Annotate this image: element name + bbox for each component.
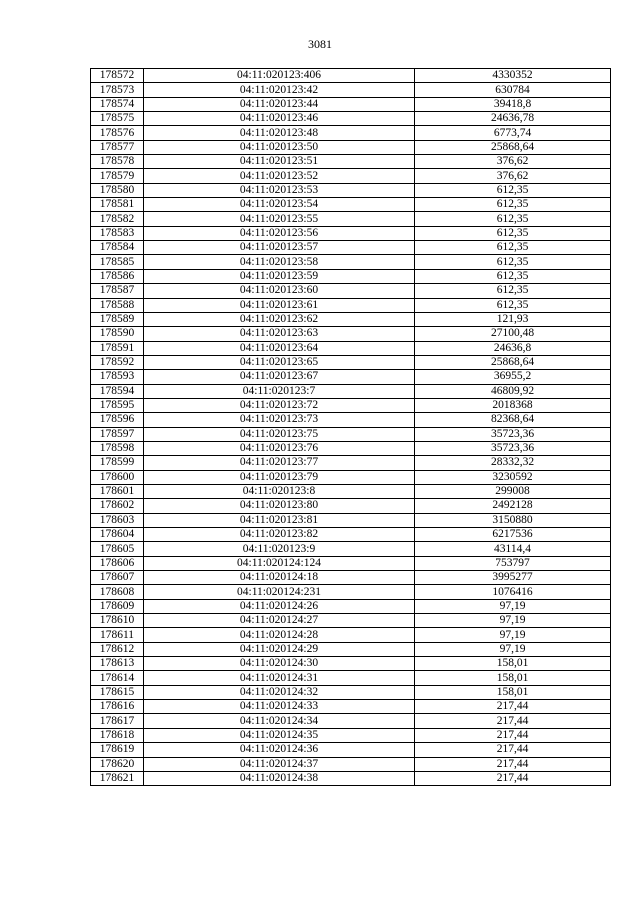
table-row [91, 599, 611, 613]
value-cell: 97,19 [415, 614, 611, 628]
cadastral-number-cell: 04:11:020124:18 [144, 571, 415, 585]
table-row [91, 355, 611, 369]
value-cell: 299008 [415, 484, 611, 498]
value-cell: 217,44 [415, 757, 611, 771]
value-cell: 630784 [415, 83, 611, 97]
value-cell: 753797 [415, 556, 611, 570]
value-cell: 217,44 [415, 700, 611, 714]
table-row [91, 413, 611, 427]
table-row [91, 484, 611, 498]
table-row [91, 671, 611, 685]
row-number-cell: 178616 [91, 700, 144, 714]
cadastral-number-cell: 04:11:020124:36 [144, 743, 415, 757]
table-row [91, 728, 611, 742]
cadastral-number-cell: 04:11:020123:406 [144, 69, 415, 83]
cadastral-number-cell: 04:11:020123:64 [144, 341, 415, 355]
value-cell: 24636,8 [415, 341, 611, 355]
cadastral-number-cell: 04:11:020124:30 [144, 657, 415, 671]
cadastral-number-cell: 04:11:020123:75 [144, 427, 415, 441]
value-cell: 25868,64 [415, 140, 611, 154]
cadastral-number-cell: 04:11:020124:32 [144, 685, 415, 699]
cadastral-number-cell: 04:11:020123:7 [144, 384, 415, 398]
value-cell: 97,19 [415, 642, 611, 656]
table-row [91, 456, 611, 470]
row-number-cell: 178583 [91, 226, 144, 240]
cadastral-number-cell: 04:11:020123:77 [144, 456, 415, 470]
value-cell: 217,44 [415, 743, 611, 757]
cadastral-number-cell: 04:11:020124:124 [144, 556, 415, 570]
page-number: 3081 [308, 37, 332, 51]
cadastral-number-cell: 04:11:020124:26 [144, 599, 415, 613]
cadastral-number-cell: 04:11:020123:79 [144, 470, 415, 484]
cadastral-number-cell: 04:11:020123:56 [144, 226, 415, 240]
row-number-cell: 178610 [91, 614, 144, 628]
row-number-cell: 178612 [91, 642, 144, 656]
cadastral-number-cell: 04:11:020124:231 [144, 585, 415, 599]
cadastral-number-cell: 04:11:020123:54 [144, 198, 415, 212]
row-number-cell: 178582 [91, 212, 144, 226]
row-number-cell: 178620 [91, 757, 144, 771]
row-number-cell: 178599 [91, 456, 144, 470]
table-row [91, 685, 611, 699]
table-row [91, 642, 611, 656]
table-row [91, 743, 611, 757]
cadastral-number-cell: 04:11:020123:8 [144, 484, 415, 498]
row-number-cell: 178598 [91, 441, 144, 455]
row-number-cell: 178581 [91, 198, 144, 212]
row-number-cell: 178604 [91, 528, 144, 542]
value-cell: 612,35 [415, 255, 611, 269]
row-number-cell: 178609 [91, 599, 144, 613]
value-cell: 3995277 [415, 571, 611, 585]
row-number-cell: 178608 [91, 585, 144, 599]
table-row [91, 212, 611, 226]
cadastral-number-cell: 04:11:020123:55 [144, 212, 415, 226]
row-number-cell: 178584 [91, 241, 144, 255]
value-cell: 3230592 [415, 470, 611, 484]
table-row [91, 327, 611, 341]
table-row [91, 284, 611, 298]
row-number-cell: 178579 [91, 169, 144, 183]
cadastral-number-cell: 04:11:020123:63 [144, 327, 415, 341]
row-number-cell: 178597 [91, 427, 144, 441]
value-cell: 158,01 [415, 657, 611, 671]
value-cell: 612,35 [415, 241, 611, 255]
row-number-cell: 178600 [91, 470, 144, 484]
cadastral-number-cell: 04:11:020123:65 [144, 355, 415, 369]
row-number-cell: 178586 [91, 269, 144, 283]
table-row [91, 542, 611, 556]
row-number-cell: 178619 [91, 743, 144, 757]
row-number-cell: 178576 [91, 126, 144, 140]
value-cell: 97,19 [415, 628, 611, 642]
value-cell: 28332,32 [415, 456, 611, 470]
value-cell: 27100,48 [415, 327, 611, 341]
row-number-cell: 178573 [91, 83, 144, 97]
table-row [91, 198, 611, 212]
cadastral-number-cell: 04:11:020123:46 [144, 112, 415, 126]
row-number-cell: 178603 [91, 513, 144, 527]
table-row [91, 528, 611, 542]
cadastral-number-cell: 04:11:020123:73 [144, 413, 415, 427]
row-number-cell: 178595 [91, 398, 144, 412]
cadastral-number-cell: 04:11:020123:67 [144, 370, 415, 384]
row-number-cell: 178617 [91, 714, 144, 728]
table-row [91, 126, 611, 140]
cadastral-number-cell: 04:11:020124:31 [144, 671, 415, 685]
table-row [91, 513, 611, 527]
table-row [91, 571, 611, 585]
value-cell: 97,19 [415, 599, 611, 613]
row-number-cell: 178589 [91, 312, 144, 326]
cadastral-number-cell: 04:11:020124:34 [144, 714, 415, 728]
row-number-cell: 178588 [91, 298, 144, 312]
row-number-cell: 178572 [91, 69, 144, 83]
table-row [91, 312, 611, 326]
cadastral-number-cell: 04:11:020123:82 [144, 528, 415, 542]
row-number-cell: 178574 [91, 97, 144, 111]
value-cell: 158,01 [415, 671, 611, 685]
table-row [91, 370, 611, 384]
table-row [91, 700, 611, 714]
cadastral-number-cell: 04:11:020123:76 [144, 441, 415, 455]
value-cell: 612,35 [415, 298, 611, 312]
value-cell: 2492128 [415, 499, 611, 513]
table-row [91, 470, 611, 484]
cadastral-number-cell: 04:11:020123:81 [144, 513, 415, 527]
table-row [91, 384, 611, 398]
value-cell: 158,01 [415, 685, 611, 699]
value-cell: 39418,8 [415, 97, 611, 111]
cadastral-number-cell: 04:11:020124:33 [144, 700, 415, 714]
value-cell: 2018368 [415, 398, 611, 412]
value-cell: 36955,2 [415, 370, 611, 384]
row-number-cell: 178578 [91, 155, 144, 169]
value-cell: 612,35 [415, 212, 611, 226]
cadastral-number-cell: 04:11:020123:53 [144, 183, 415, 197]
table-row [91, 628, 611, 642]
table-row [91, 757, 611, 771]
cadastral-number-cell: 04:11:020123:59 [144, 269, 415, 283]
value-cell: 612,35 [415, 198, 611, 212]
value-cell: 4330352 [415, 69, 611, 83]
table-row [91, 83, 611, 97]
cadastral-value-table [90, 68, 611, 786]
table-row [91, 556, 611, 570]
row-number-cell: 178606 [91, 556, 144, 570]
row-number-cell: 178594 [91, 384, 144, 398]
table-row [91, 112, 611, 126]
table-row [91, 183, 611, 197]
cadastral-number-cell: 04:11:020123:50 [144, 140, 415, 154]
row-number-cell: 178618 [91, 728, 144, 742]
table-row [91, 585, 611, 599]
value-cell: 376,62 [415, 169, 611, 183]
cadastral-number-cell: 04:11:020123:80 [144, 499, 415, 513]
value-cell: 612,35 [415, 226, 611, 240]
cadastral-number-cell: 04:11:020123:57 [144, 241, 415, 255]
table-row [91, 657, 611, 671]
cadastral-number-cell: 04:11:020123:58 [144, 255, 415, 269]
cadastral-number-cell: 04:11:020123:61 [144, 298, 415, 312]
table-row [91, 771, 611, 785]
table-row [91, 69, 611, 83]
cadastral-number-cell: 04:11:020124:29 [144, 642, 415, 656]
row-number-cell: 178585 [91, 255, 144, 269]
table-row [91, 226, 611, 240]
table-row [91, 398, 611, 412]
row-number-cell: 178601 [91, 484, 144, 498]
cadastral-number-cell: 04:11:020123:72 [144, 398, 415, 412]
row-number-cell: 178605 [91, 542, 144, 556]
table-row [91, 298, 611, 312]
cadastral-number-cell: 04:11:020124:27 [144, 614, 415, 628]
cadastral-number-cell: 04:11:020123:51 [144, 155, 415, 169]
table-row [91, 241, 611, 255]
value-cell: 1076416 [415, 585, 611, 599]
value-cell: 217,44 [415, 771, 611, 785]
row-number-cell: 178592 [91, 355, 144, 369]
table-row [91, 499, 611, 513]
table-row [91, 140, 611, 154]
cadastral-number-cell: 04:11:020123:48 [144, 126, 415, 140]
row-number-cell: 178621 [91, 771, 144, 785]
value-cell: 217,44 [415, 714, 611, 728]
table-row [91, 714, 611, 728]
table-row [91, 614, 611, 628]
row-number-cell: 178611 [91, 628, 144, 642]
cadastral-number-cell: 04:11:020123:62 [144, 312, 415, 326]
row-number-cell: 178593 [91, 370, 144, 384]
cadastral-number-cell: 04:11:020124:38 [144, 771, 415, 785]
table-row [91, 255, 611, 269]
row-number-cell: 178575 [91, 112, 144, 126]
row-number-cell: 178580 [91, 183, 144, 197]
table-body [91, 69, 611, 786]
cadastral-number-cell: 04:11:020123:60 [144, 284, 415, 298]
value-cell: 25868,64 [415, 355, 611, 369]
value-cell: 612,35 [415, 284, 611, 298]
value-cell: 3150880 [415, 513, 611, 527]
cadastral-number-cell: 04:11:020123:44 [144, 97, 415, 111]
value-cell: 6217536 [415, 528, 611, 542]
row-number-cell: 178614 [91, 671, 144, 685]
value-cell: 612,35 [415, 183, 611, 197]
row-number-cell: 178577 [91, 140, 144, 154]
cadastral-number-cell: 04:11:020124:35 [144, 728, 415, 742]
cadastral-number-cell: 04:11:020123:42 [144, 83, 415, 97]
value-cell: 82368,64 [415, 413, 611, 427]
value-cell: 35723,36 [415, 441, 611, 455]
row-number-cell: 178591 [91, 341, 144, 355]
table-row [91, 341, 611, 355]
value-cell: 612,35 [415, 269, 611, 283]
row-number-cell: 178615 [91, 685, 144, 699]
value-cell: 6773,74 [415, 126, 611, 140]
table-row [91, 269, 611, 283]
value-cell: 43114,4 [415, 542, 611, 556]
cadastral-number-cell: 04:11:020124:28 [144, 628, 415, 642]
value-cell: 121,93 [415, 312, 611, 326]
table-row [91, 155, 611, 169]
row-number-cell: 178590 [91, 327, 144, 341]
value-cell: 35723,36 [415, 427, 611, 441]
row-number-cell: 178607 [91, 571, 144, 585]
row-number-cell: 178587 [91, 284, 144, 298]
table-row [91, 427, 611, 441]
table-row [91, 97, 611, 111]
cadastral-number-cell: 04:11:020123:9 [144, 542, 415, 556]
table-row [91, 169, 611, 183]
table-row [91, 441, 611, 455]
cadastral-number-cell: 04:11:020123:52 [144, 169, 415, 183]
value-cell: 376,62 [415, 155, 611, 169]
value-cell: 24636,78 [415, 112, 611, 126]
row-number-cell: 178596 [91, 413, 144, 427]
row-number-cell: 178613 [91, 657, 144, 671]
value-cell: 217,44 [415, 728, 611, 742]
row-number-cell: 178602 [91, 499, 144, 513]
value-cell: 46809,92 [415, 384, 611, 398]
cadastral-number-cell: 04:11:020124:37 [144, 757, 415, 771]
